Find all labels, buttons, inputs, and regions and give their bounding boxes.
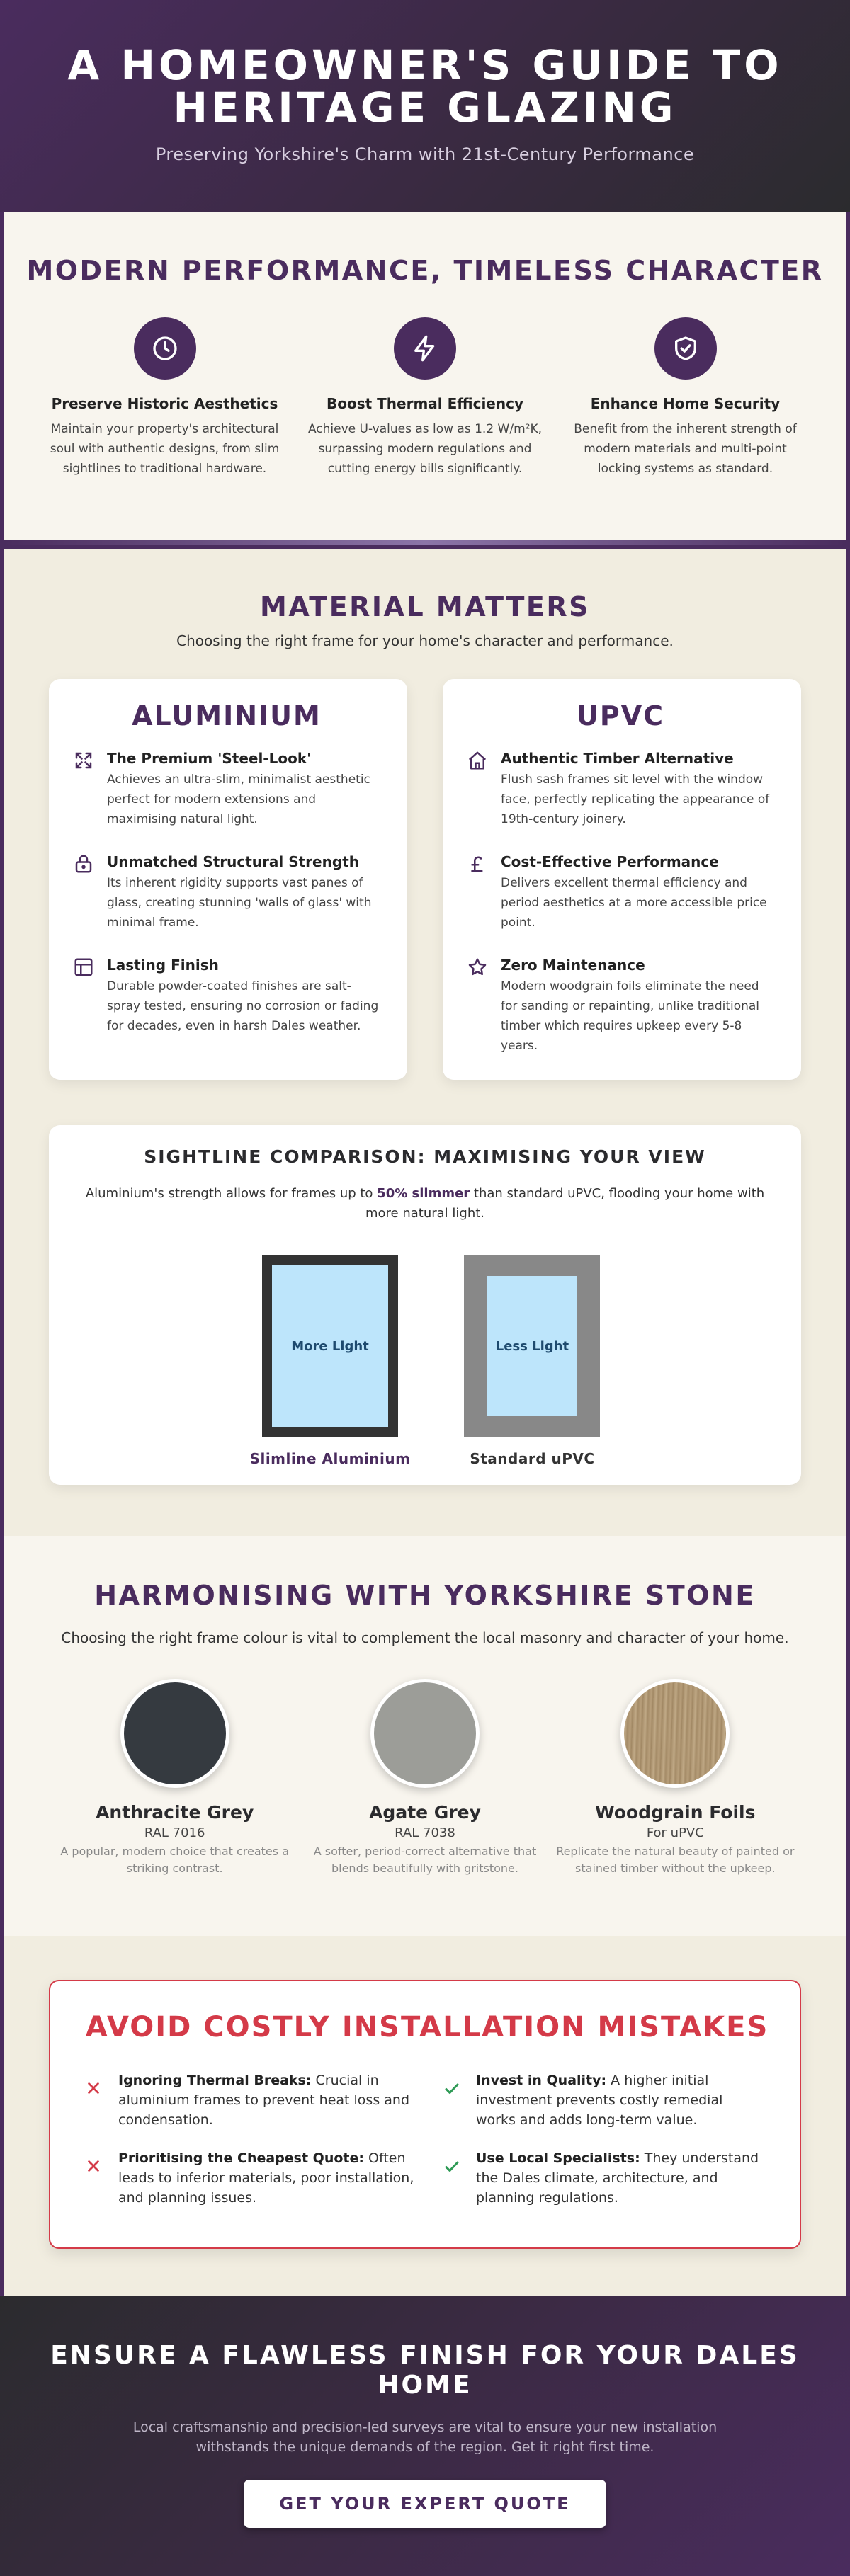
tip-good (441, 2070, 766, 2130)
check-icon (441, 2148, 476, 2208)
aluminium-card (49, 679, 407, 1080)
swatch-code: RAL 7038 (395, 1825, 455, 1840)
material-intro: Choosing the right frame for your home's character and performance. (176, 632, 674, 649)
upvc-frame-illustration (464, 1255, 600, 1467)
hero-title: A HOMEOWNER'S GUIDE TO HERITAGE GLAZING (67, 41, 783, 132)
performance-section (0, 212, 850, 549)
mat-item (73, 957, 380, 1036)
home-icon (467, 750, 501, 829)
item-heading: Lasting Finish (107, 957, 219, 974)
tip-bold: Prioritising the Cheapest Quote: (118, 2150, 364, 2166)
desc-highlight: 50% slimmer (377, 1186, 470, 1201)
frame-label: Slimline Aluminium (249, 1450, 411, 1467)
swatch-note: Replicate the natural beauty of painted or stained timber without the upkeep. (556, 1845, 795, 1875)
shield-check-icon (654, 317, 717, 380)
cross-icon (83, 2070, 118, 2130)
performance-title: MODERN PERFORMANCE, TIMELESS CHARACTER (26, 255, 824, 286)
feature-text: Benefit from the inherent strength of modern materials and multi-point locking systems as standard. (574, 422, 797, 476)
feature-thermal-efficiency (303, 317, 548, 479)
mistakes-section (0, 1936, 850, 2296)
tip-bold: Use Local Specialists: (476, 2150, 640, 2166)
cross-icon (83, 2148, 118, 2208)
pound-sign-icon (467, 853, 501, 933)
glass-pane: More Light (272, 1265, 388, 1427)
clock-icon (134, 317, 196, 380)
expand-arrows-icon (73, 750, 107, 829)
item-text: Its inherent rigidity supports vast panes of glass, creating stunning 'walls of glass' with minimal frame. (107, 876, 372, 930)
tip-bold: Ignoring Thermal Breaks: (118, 2073, 312, 2088)
tip-text (118, 2148, 441, 2208)
cta-text: Local craftsmanship and precision-led surveys are vital to ensure your new installation withstands the unique demands of the region. Get it right first time. (132, 2420, 718, 2455)
item-heading: The Premium 'Steel-Look' (107, 750, 312, 767)
tip-body: Often leads to inferior materials, poor installation, and planning issues. (118, 2150, 414, 2206)
swatch-name: Anthracite Grey (96, 1802, 254, 1823)
upvc-card (443, 679, 801, 1080)
swatch-agate-grey (300, 1679, 550, 1877)
get-quote-button[interactable]: GET YOUR EXPERT QUOTE (244, 2480, 606, 2528)
swatch-name: Woodgrain Foils (595, 1802, 756, 1823)
feature-text: Achieve U-values as low as 1.2 W/m²K, surpassing modern regulations and cutting energy bills significantly. (307, 422, 543, 476)
glass-pane: Less Light (487, 1276, 577, 1416)
tip-text (476, 2070, 766, 2130)
mat-item (467, 853, 774, 933)
swatch-name: Agate Grey (369, 1802, 481, 1823)
item-heading: Zero Maintenance (501, 957, 645, 974)
feature-heading: Preserve Historic Aesthetics (51, 395, 278, 412)
stone-title: HARMONISING WITH YORKSHIRE STONE (94, 1580, 756, 1611)
item-heading: Cost-Effective Performance (501, 853, 719, 870)
tip-text (476, 2148, 766, 2208)
aluminium-frame (262, 1255, 398, 1437)
feature-historic-aesthetics (42, 317, 287, 479)
desc-text: than standard uPVC, flooding your home with more natural light. (365, 1186, 765, 1221)
upvc-frame (464, 1255, 600, 1437)
material-title: MATERIAL MATTERS (260, 591, 590, 622)
card-title: ALUMINIUM (132, 700, 322, 731)
feature-heading: Boost Thermal Efficiency (327, 395, 523, 412)
star-icon (467, 957, 501, 1056)
item-text: Achieves an ultra-slim, minimalist aesthetic perfect for modern extensions and maximising natural light. (107, 773, 370, 826)
item-text: Durable powder-coated finishes are salt-spray tested, ensuring no corrosion or fading for decades, even in harsh Dales weather. (107, 979, 379, 1033)
feature-text: Maintain your property's architectural soul with authentic designs, from slim sightlines to traditional hardware. (50, 422, 280, 476)
tip-body: They understand the Dales climate, architecture, and planning regulations. (476, 2150, 759, 2206)
sightline-comparison (49, 1125, 801, 1485)
tip-bold: Invest in Quality: (476, 2073, 607, 2088)
mat-item (73, 750, 380, 829)
tip-text (118, 2070, 441, 2130)
color-swatch (120, 1679, 230, 1788)
lightning-icon (394, 317, 456, 380)
sightline-description (85, 1184, 765, 1224)
card-title: UPVC (576, 700, 664, 731)
feature-heading: Enhance Home Security (590, 395, 781, 412)
mat-item (467, 750, 774, 829)
item-heading: Authentic Timber Alternative (501, 750, 734, 767)
swatch-woodgrain (550, 1679, 800, 1877)
item-text: Modern woodgrain foils eliminate the need for sanding or repainting, unlike traditional timber which requires upkeep every 5-8 years. (501, 979, 760, 1053)
cta-section (0, 2296, 850, 2576)
item-heading: Unmatched Structural Strength (107, 853, 359, 870)
hero-banner (0, 0, 850, 212)
tip-body: Crucial in aluminium frames to prevent heat loss and condensation. (118, 2073, 410, 2128)
cta-title: ENSURE A FLAWLESS FINISH FOR YOUR DALES HOME (50, 2341, 800, 2400)
swatch-code: For uPVC (646, 1825, 704, 1840)
swatch-code: RAL 7016 (144, 1825, 205, 1840)
swatch-anthracite-grey (50, 1679, 300, 1877)
swatch-note: A softer, period-correct alternative that blends beautifully with gritstone. (313, 1845, 537, 1875)
mistakes-title: AVOID COSTLY INSTALLATION MISTAKES (85, 2011, 769, 2044)
mat-item (73, 853, 380, 933)
feature-home-security (563, 317, 808, 479)
stone-section (0, 1536, 850, 1936)
tip-bad (83, 2148, 441, 2208)
check-icon (441, 2070, 476, 2130)
window-layout-icon (73, 957, 107, 1036)
stone-intro: Choosing the right frame colour is vital to complement the local masonry and character of your home. (61, 1629, 789, 1646)
material-section (0, 549, 850, 1536)
hero-subtitle: Preserving Yorkshire's Charm with 21st-Century Performance (155, 144, 695, 164)
tip-body: A higher initial investment prevents costly remedial works and adds long-term value. (476, 2073, 723, 2128)
item-text: Delivers excellent thermal efficiency and period aesthetics at a more accessible price point. (501, 876, 767, 930)
woodgrain-swatch (620, 1679, 730, 1788)
desc-text: Aluminium's strength allows for frames up to (85, 1186, 378, 1201)
aluminium-frame-illustration (250, 1255, 411, 1467)
tip-bad (83, 2070, 441, 2130)
tip-good (441, 2148, 766, 2208)
item-text: Flush sash frames sit level with the window face, perfectly replicating the appearance of 19th-century joinery. (501, 773, 770, 826)
mistakes-box (49, 1980, 801, 2249)
mat-item (467, 957, 774, 1056)
lock-icon (73, 853, 107, 933)
frame-label: Standard uPVC (470, 1450, 595, 1467)
swatch-note: A popular, modern choice that creates a striking contrast. (60, 1845, 289, 1875)
sightline-title: SIGHTLINE COMPARISON: MAXIMISING YOUR VIEW (144, 1146, 706, 1167)
color-swatch (370, 1679, 480, 1788)
